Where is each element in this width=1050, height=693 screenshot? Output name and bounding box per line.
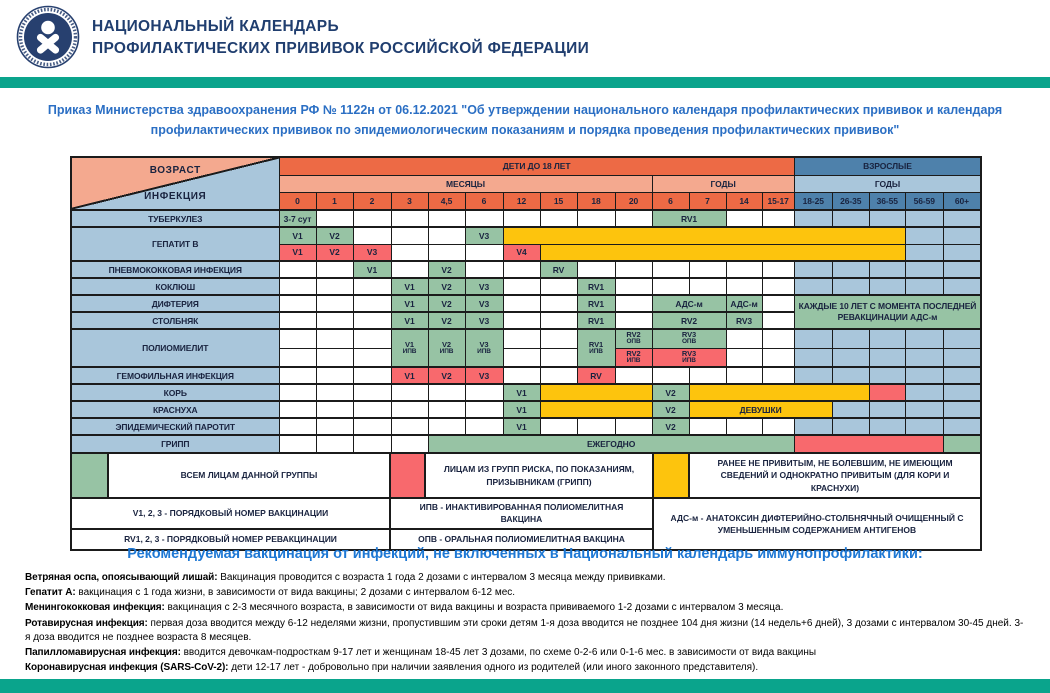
catchup-band: [540, 401, 652, 418]
empty-cell: [726, 418, 762, 435]
months-band: МЕСЯЦЫ: [279, 175, 652, 192]
empty-cell: [726, 367, 762, 384]
adult-years-band: ГОДЫ: [794, 175, 981, 192]
empty-cell: [391, 227, 428, 244]
empty-cell: [428, 210, 465, 227]
empty-cell: [391, 435, 428, 453]
legend-red-text: ЛИЦАМ ИЗ ГРУПП РИСКА, ПО ПОКАЗАНИЯМ, ПРИЗЫВНИКАМ (ГРИПП): [425, 453, 653, 498]
empty-cell: [905, 418, 943, 435]
age-infection-diagonal: [72, 158, 279, 209]
empty-cell: [905, 384, 943, 401]
row-pertussis: [71, 278, 981, 295]
note-covid: Коронавирусная инфекция (SARS-CoV-2): дети 12-17 лет - добровольно при наличии заявления одного из родителей (или иного законного представителя).: [25, 662, 759, 674]
empty-cell: [540, 367, 577, 384]
empty-cell: [428, 418, 465, 435]
empty-cell: [762, 312, 794, 329]
cell-revaccination: RV1: [577, 312, 615, 329]
cell-ads-m: АДС-м: [726, 295, 762, 312]
empty-cell: [577, 210, 615, 227]
empty-cell: [279, 418, 316, 435]
empty-cell: [762, 278, 794, 295]
empty-cell: [652, 367, 689, 384]
catchup-band: [540, 384, 652, 401]
empty-cell: [615, 312, 652, 329]
empty-cell: [689, 261, 726, 278]
empty-cell: [279, 435, 316, 453]
empty-cell: [353, 329, 391, 348]
cell-vaccination: V3: [465, 295, 503, 312]
empty-cell: [279, 261, 316, 278]
empty-cell: [943, 244, 981, 261]
risk-group-band: [794, 435, 943, 453]
empty-cell: [726, 278, 762, 295]
empty-cell: [794, 367, 832, 384]
cell-revaccination: RV: [540, 261, 577, 278]
col-month: 1: [316, 192, 353, 210]
empty-cell: [353, 227, 391, 244]
cell-vaccination: V1: [503, 384, 540, 401]
empty-cell: [279, 367, 316, 384]
cell-revaccination: RV1 ИПВ: [577, 329, 615, 367]
empty-cell: [689, 367, 726, 384]
row-pneumococcal: [71, 261, 981, 278]
cell-revaccination: RV1: [577, 278, 615, 295]
empty-cell: [353, 418, 391, 435]
cell-vaccination: V4: [503, 244, 540, 261]
empty-cell: [943, 348, 981, 367]
cell-revaccination: RV1: [577, 295, 615, 312]
empty-cell: [316, 435, 353, 453]
empty-cell: [540, 418, 577, 435]
empty-cell: [577, 261, 615, 278]
cell-vaccination: V2: [428, 295, 465, 312]
cell-vaccination: V3 ИПВ: [465, 329, 503, 367]
legend-red-swatch: [390, 453, 425, 498]
page-title: [92, 16, 589, 59]
empty-cell: [615, 418, 652, 435]
cell-vaccination: V1: [503, 418, 540, 435]
empty-cell: [762, 367, 794, 384]
col-month: 15: [540, 192, 577, 210]
empty-cell: [943, 261, 981, 278]
row-label: ГРИПП: [71, 435, 279, 453]
empty-cell: [353, 384, 391, 401]
adults-group-header: ВЗРОСЛЫЕ: [794, 157, 981, 175]
empty-cell: [905, 227, 943, 244]
empty-cell: [391, 244, 428, 261]
cell-vaccination: V2: [652, 401, 689, 418]
cell-vaccination: V3: [465, 367, 503, 384]
cell-vaccination: V1: [391, 367, 428, 384]
cell-revaccination: RV3 ИПВ: [652, 348, 726, 367]
empty-cell: [279, 312, 316, 329]
cell-vaccination: V2: [428, 312, 465, 329]
empty-cell: [353, 435, 391, 453]
empty-cell: [869, 367, 905, 384]
row-tuberculosis: [71, 210, 981, 227]
cell-revaccination: RV2: [652, 312, 726, 329]
empty-cell: [428, 244, 465, 261]
empty-cell: [905, 401, 943, 418]
empty-cell: [316, 418, 353, 435]
abbrev-ipv: ИПВ - ИНАКТИВИРОВАННАЯ ПОЛИОМЕЛИТНАЯ ВАКЦИНА: [390, 498, 653, 529]
note-hpv: Папилломавирусная инфекция: вводится девочкам-подросткам 9-17 лет и женщинам 18-45 лет 3 дозами, по схеме 0-2-6 или 0-1-6 мес. в зависимости от вида вакцины: [25, 646, 817, 658]
abbrev-ads-m: АДС-м - АНАТОКСИН ДИФТЕРИЙНО-СТОЛБНЯЧНЫЙ ОЧИЩЕННЫЙ С УМЕНЬШЕННЫМ СОДЕРЖАНИЕМ АНТИГЕНОВ: [653, 498, 981, 550]
calendar-table-wrap: [70, 156, 980, 551]
empty-cell: [465, 261, 503, 278]
empty-cell: [503, 329, 540, 348]
cell-vaccination: V1: [503, 401, 540, 418]
empty-cell: [615, 295, 652, 312]
age-axis-label: ВОЗРАСТ: [149, 165, 201, 176]
empty-cell: [689, 278, 726, 295]
empty-cell: [762, 261, 794, 278]
empty-cell: [794, 278, 832, 295]
empty-cell: [391, 384, 428, 401]
empty-cell: [391, 261, 428, 278]
row-measles: [71, 384, 981, 401]
empty-cell: [316, 348, 353, 367]
empty-cell: [353, 401, 391, 418]
empty-cell: [905, 278, 943, 295]
col-adult: 18-25: [794, 192, 832, 210]
empty-cell: [316, 278, 353, 295]
col-month: 2: [353, 192, 391, 210]
empty-cell: [762, 329, 794, 348]
catchup-band: [540, 244, 905, 261]
empty-cell: [540, 312, 577, 329]
row-label: КОРЬ: [71, 384, 279, 401]
empty-cell: [503, 295, 540, 312]
empty-cell: [279, 384, 316, 401]
empty-cell: [832, 367, 869, 384]
row-rubella: [71, 401, 981, 418]
empty-cell: [465, 418, 503, 435]
cell-revaccination: RV: [577, 367, 615, 384]
row-label: ГЕМОФИЛЬНАЯ ИНФЕКЦИЯ: [71, 367, 279, 384]
empty-cell: [615, 367, 652, 384]
legend-green-text: ВСЕМ ЛИЦАМ ДАННОЙ ГРУППЫ: [108, 453, 390, 498]
empty-cell: [762, 295, 794, 312]
empty-cell: [316, 210, 353, 227]
cell-revaccination: RV3 ОПВ: [652, 329, 726, 348]
empty-cell: [832, 418, 869, 435]
note-hepatitis-a: Гепатит А: вакцинация с 1 года жизни, в зависимости от вида вакцины; 2 дозами с интервалом 6-12 мес.: [25, 587, 516, 599]
cell-vaccination: V1 ИПВ: [391, 329, 428, 367]
risk-group-cell: [869, 384, 905, 401]
row-hib: [71, 367, 981, 384]
empty-cell: [316, 401, 353, 418]
empty-cell: [832, 329, 869, 348]
empty-cell: [503, 348, 540, 367]
empty-cell: [540, 329, 577, 348]
infection-axis-label: ИНФЕКЦИЯ: [144, 191, 207, 202]
cell-vaccination: V2: [428, 278, 465, 295]
empty-cell: [794, 210, 832, 227]
vaccination-table: [70, 156, 982, 454]
empty-cell: [943, 210, 981, 227]
legend-yellow-text: РАНЕЕ НЕ ПРИВИТЫМ, НЕ БОЛЕВШИМ, НЕ ИМЕЮЩИМ СВЕДЕНИЙ И ОДНОКРАТНО ПРИВИТЫМ (ДЛЯ КОРИ И КРАСНУХИ): [689, 453, 981, 498]
row-label: КОКЛЮШ: [71, 278, 279, 295]
empty-cell: [503, 367, 540, 384]
empty-cell: [869, 210, 905, 227]
empty-cell: [353, 367, 391, 384]
empty-cell: [540, 295, 577, 312]
empty-cell: [832, 278, 869, 295]
legend-green-swatch: [71, 453, 108, 498]
recommended-heading: Рекомендуемая вакцинация от инфекций, не включенных в Национальный календарь иммунопрофилактики:: [127, 546, 923, 562]
empty-cell: [391, 210, 428, 227]
empty-cell: [465, 244, 503, 261]
empty-cell: [905, 210, 943, 227]
empty-cell: [832, 401, 869, 418]
empty-cell: [905, 367, 943, 384]
cell-vaccination: V1: [279, 227, 316, 244]
empty-cell: [465, 384, 503, 401]
empty-cell: [353, 278, 391, 295]
col-year: 7: [689, 192, 726, 210]
empty-cell: [279, 295, 316, 312]
col-month: 4,5: [428, 192, 465, 210]
empty-cell: [832, 261, 869, 278]
empty-cell: [391, 401, 428, 418]
empty-cell: [391, 418, 428, 435]
cell-revaccination: RV3: [726, 312, 762, 329]
empty-cell: [316, 329, 353, 348]
row-label: ПНЕВМОКОККОВАЯ ИНФЕКЦИЯ: [71, 261, 279, 278]
cell-vaccination: V2 ИПВ: [428, 329, 465, 367]
col-adult: 60+: [943, 192, 981, 210]
cell-vaccination: V3: [353, 244, 391, 261]
empty-cell: [869, 261, 905, 278]
empty-cell: [832, 210, 869, 227]
corner-cell: [71, 157, 279, 210]
empty-cell: [428, 384, 465, 401]
empty-cell: [540, 348, 577, 367]
empty-cell: [943, 384, 981, 401]
row-mumps: [71, 418, 981, 435]
cell-every-10-years-note: КАЖДЫЕ 10 ЛЕТ С МОМЕНТА ПОСЛЕДНЕЙ РЕВАКЦИНАЦИИ АДС-м: [794, 295, 981, 329]
empty-cell: [353, 210, 391, 227]
legend-yellow-swatch: [653, 453, 689, 498]
empty-cell: [353, 312, 391, 329]
col-adult: 56-59: [905, 192, 943, 210]
cell-vaccination: 3-7 сут: [279, 210, 316, 227]
empty-cell: [577, 418, 615, 435]
empty-cell: [353, 295, 391, 312]
empty-cell: [943, 329, 981, 348]
empty-cell: [726, 210, 762, 227]
row-hepatitis-b-1: [71, 227, 981, 244]
cell-revaccination: RV2 ИПВ: [615, 348, 652, 367]
col-month: 18: [577, 192, 615, 210]
cell-vaccination: V3: [465, 312, 503, 329]
empty-cell: [905, 348, 943, 367]
empty-cell: [503, 210, 540, 227]
note-varicella: Ветряная оспа, опоясывающий лишай: Вакцинация проводится с возраста 1 года 2 дозами с интервалом 3 месяца между прививками.: [25, 572, 666, 583]
empty-cell: [794, 329, 832, 348]
empty-cell: [540, 210, 577, 227]
empty-cell: [353, 348, 391, 367]
empty-cell: [615, 278, 652, 295]
col-year: 14: [726, 192, 762, 210]
col-month: 12: [503, 192, 540, 210]
abbrev-v: V1, 2, 3 - ПОРЯДКОВЫЙ НОМЕР ВАКЦИНАЦИИ: [71, 498, 390, 529]
empty-cell: [503, 312, 540, 329]
empty-cell: [503, 261, 540, 278]
empty-cell: [279, 329, 316, 348]
note-meningococcal: Менингококковая инфекция: вакцинация с 2-3 месячного возраста, в зависимости от вида вакцины и возраста прививаемого 1-2 дозами с интервалом 3 месяца.: [25, 602, 784, 614]
cell-vaccination: V1: [353, 261, 391, 278]
col-adult: 26-35: [832, 192, 869, 210]
legend-table: [70, 452, 982, 551]
cell-vaccination: V2: [652, 418, 689, 435]
row-label: ЭПИДЕМИЧЕСКИЙ ПАРОТИТ: [71, 418, 279, 435]
abbrev-rv: RV1, 2, 3 - ПОРЯДКОВЫЙ НОМЕР РЕВАКЦИНАЦИИ: [71, 529, 390, 550]
note-rotavirus: Ротавирусная инфекция: первая доза вводится между 6-12 неделями жизни, пропустившим эти сроки детям 1-я доза вводится не позднее 104 дня жизни (14 недель+6 дней), 3 дозами с интервалом 30-45 дней. 3-я доза вводится не позднее возраста 8 месяцев.: [25, 617, 1024, 643]
col-year: 15-17: [762, 192, 794, 210]
empty-cell: [652, 278, 689, 295]
cell-ads-m: АДС-м: [652, 295, 726, 312]
empty-cell: [869, 329, 905, 348]
empty-cell: [943, 367, 981, 384]
empty-cell: [762, 348, 794, 367]
empty-cell: [943, 278, 981, 295]
empty-cell: [794, 418, 832, 435]
empty-cell: [726, 348, 762, 367]
cell-vaccination: V2: [652, 384, 689, 401]
empty-cell: [615, 261, 652, 278]
row-label: ПОЛИОМИЕЛИТ: [71, 329, 279, 367]
empty-cell: [465, 401, 503, 418]
cell-vaccination: V2: [316, 227, 353, 244]
cell-vaccination: V2: [428, 261, 465, 278]
col-month: 3: [391, 192, 428, 210]
col-month: 20: [615, 192, 652, 210]
empty-cell: [615, 210, 652, 227]
health-ministry-logo-icon: [16, 5, 80, 69]
empty-cell: [832, 348, 869, 367]
cell-girls-band: ДЕВУШКИ: [689, 401, 832, 418]
empty-cell: [726, 261, 762, 278]
row-influenza: [71, 435, 981, 453]
empty-cell: [279, 348, 316, 367]
empty-cell: [428, 401, 465, 418]
empty-cell: [689, 418, 726, 435]
teal-divider-bar: [0, 77, 1050, 88]
empty-cell: [279, 278, 316, 295]
recommended-section: [25, 546, 1025, 676]
empty-cell: [905, 329, 943, 348]
empty-cell: [316, 367, 353, 384]
empty-cell: [762, 418, 794, 435]
catchup-band: [503, 227, 905, 244]
cell-vaccination: V2: [428, 367, 465, 384]
footer-teal-bar: [0, 679, 1050, 693]
child-years-band: ГОДЫ: [652, 175, 794, 192]
row-label: ГЕПАТИТ В: [71, 227, 279, 261]
empty-cell: [869, 348, 905, 367]
empty-cell: [652, 261, 689, 278]
empty-cell: [869, 418, 905, 435]
empty-cell: [905, 244, 943, 261]
col-month: 0: [279, 192, 316, 210]
col-year: 6: [652, 192, 689, 210]
cell-revaccination: RV2 ОПВ: [615, 329, 652, 348]
empty-cell: [869, 278, 905, 295]
empty-cell: [762, 210, 794, 227]
empty-cell: [726, 329, 762, 348]
row-label: КРАСНУХА: [71, 401, 279, 418]
row-polio-1: [71, 329, 981, 348]
cell-vaccination: V1: [391, 295, 428, 312]
col-adult: 36-55: [869, 192, 905, 210]
empty-cell: [943, 227, 981, 244]
row-label: СТОЛБНЯК: [71, 312, 279, 329]
empty-cell: [794, 348, 832, 367]
cell-60plus: [943, 435, 981, 453]
cell-vaccination: V2: [316, 244, 353, 261]
empty-cell: [943, 401, 981, 418]
row-diphtheria: [71, 295, 981, 312]
empty-cell: [316, 384, 353, 401]
cell-vaccination: V1: [391, 278, 428, 295]
empty-cell: [465, 210, 503, 227]
empty-cell: [279, 401, 316, 418]
empty-cell: [316, 295, 353, 312]
empty-cell: [503, 278, 540, 295]
children-group-header: ДЕТИ ДО 18 ЛЕТ: [279, 157, 794, 175]
ministry-order-text: Приказ Министерства здравоохранения РФ № 1122н от 06.12.2021 "Об утверждении национального календаря профилактических прививок и календаря профилактических прививок по эпидемиологическим показаниям и порядка проведения профилактических прививок": [47, 103, 1003, 137]
empty-cell: [905, 261, 943, 278]
cell-vaccination: V1: [391, 312, 428, 329]
cell-revaccination: RV1: [652, 210, 726, 227]
empty-cell: [794, 261, 832, 278]
cell-vaccination: V1: [279, 244, 316, 261]
empty-cell: [316, 312, 353, 329]
empty-cell: [869, 401, 905, 418]
row-label: ДИФТЕРИЯ: [71, 295, 279, 312]
catchup-band: [689, 384, 869, 401]
empty-cell: [943, 418, 981, 435]
col-month: 6: [465, 192, 503, 210]
title-line-2: ПРОФИЛАКТИЧЕСКИХ ПРИВИВОК РОССИЙСКОЙ ФЕДЕРАЦИИ: [92, 39, 590, 57]
cell-vaccination: V3: [465, 278, 503, 295]
empty-cell: [428, 227, 465, 244]
empty-cell: [316, 261, 353, 278]
cell-annual-band: ЕЖЕГОДНО: [428, 435, 794, 453]
cell-vaccination: V3: [465, 227, 503, 244]
title-line-1: НАЦИОНАЛЬНЫЙ КАЛЕНДАРЬ: [92, 18, 339, 35]
empty-cell: [540, 278, 577, 295]
abbrev-opv: ОПВ - ОРАЛЬНАЯ ПОЛИОМИЕЛИТНАЯ ВАКЦИНА: [390, 529, 653, 550]
row-label: ТУБЕРКУЛЕЗ: [71, 210, 279, 227]
